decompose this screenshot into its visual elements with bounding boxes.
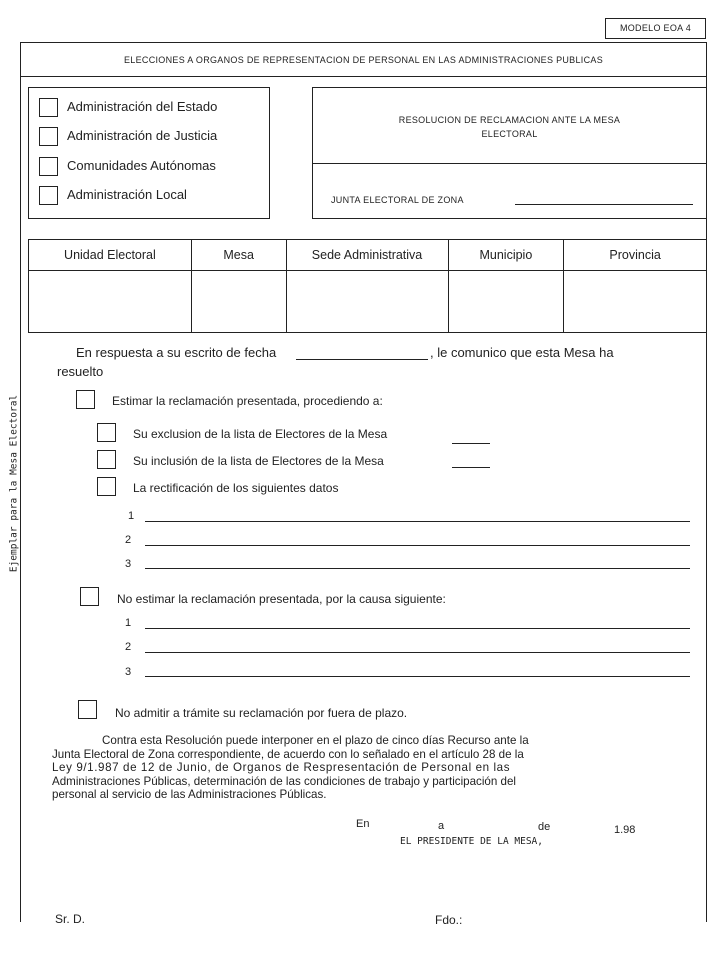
cause-number-1: 1 <box>125 617 132 629</box>
header-mesa: Mesa <box>191 240 286 271</box>
intro-text-1: En respuesta a su escrito de fecha <box>76 345 277 360</box>
cause-number-2: 2 <box>125 641 132 653</box>
de-label: de <box>538 821 551 833</box>
cell-mesa[interactable] <box>191 271 286 333</box>
label-estimar: Estimar la reclamación presentada, procediendo a: <box>112 394 383 408</box>
header-unidad: Unidad Electoral <box>29 240 192 271</box>
form-title: ELECCIONES A ORGANOS DE REPRESENTACION DE PERSONAL EN LAS ADMINISTRACIONES PUBLICAS <box>123 55 603 65</box>
label-rectificacion: La rectificación de los siguientes datos <box>133 481 339 495</box>
checkbox-comunidades[interactable] <box>39 157 58 176</box>
checkbox-no-admitir[interactable] <box>78 700 97 719</box>
title-divider <box>20 76 707 77</box>
label-exclusion: Su exclusion de la lista de Electores de la Mesa <box>133 427 388 441</box>
cause-line-3[interactable] <box>145 676 690 677</box>
junta-label: JUNTA ELECTORAL DE ZONA <box>331 195 464 205</box>
checkbox-rectificacion[interactable] <box>97 477 116 496</box>
resolution-divider <box>312 163 707 164</box>
checkbox-inclusion[interactable] <box>97 450 116 469</box>
line-number-2: 2 <box>125 534 132 546</box>
header-sede: Sede Administrativa <box>286 240 448 271</box>
line-number-3: 3 <box>125 558 132 570</box>
label-no-estimar: No estimar la reclamación presentada, por la causa siguiente: <box>117 592 446 606</box>
side-label: Ejemplar para la Mesa Electoral <box>8 394 20 573</box>
intro-text-3: resuelto <box>57 364 104 379</box>
checkbox-exclusion[interactable] <box>97 423 116 442</box>
legal-line-2: Junta Electoral de Zona correspondiente, de acuerdo con lo señalado en el artículo 28 de la <box>52 747 524 761</box>
checkbox-justicia[interactable] <box>39 127 58 146</box>
model-code: MODELO EOA 4 <box>605 18 706 39</box>
label-justicia: Administración de Justicia <box>67 128 218 143</box>
cell-municipio[interactable] <box>448 271 564 333</box>
rectification-line-2[interactable] <box>145 545 690 546</box>
header-provincia: Provincia <box>564 240 707 271</box>
exclusion-field-line[interactable] <box>452 443 490 444</box>
header-municipio: Municipio <box>448 240 564 271</box>
cell-sede[interactable] <box>286 271 448 333</box>
president-label: EL PRESIDENTE DE LA MESA, <box>400 836 543 847</box>
label-local: Administración Local <box>67 187 187 202</box>
resolution-title-1: RESOLUCION DE RECLAMACION ANTE LA MESA <box>398 115 621 125</box>
legal-line-5: personal al servicio de las Administraciones Públicas. <box>52 788 327 801</box>
checkbox-estado[interactable] <box>39 98 58 117</box>
fecha-field-line[interactable] <box>296 359 428 360</box>
checkbox-estimar[interactable] <box>76 390 95 409</box>
legal-line-1: Contra esta Resolución puede interponer en el plazo de cinco días Recurso ante la <box>102 734 529 747</box>
cause-line-2[interactable] <box>145 652 690 653</box>
junta-field-line[interactable] <box>515 204 693 205</box>
sr-label: Sr. D. <box>55 912 86 926</box>
label-inclusion: Su inclusión de la lista de Electores de la Mesa <box>133 454 384 468</box>
legal-paragraph <box>52 734 698 802</box>
a-label: a <box>438 820 445 832</box>
checkbox-no-estimar[interactable] <box>80 587 99 606</box>
label-comunidades: Comunidades Autónomas <box>67 158 216 173</box>
legal-line-4: Administraciones Públicas, determinación de las condiciones de trabajo y participación del <box>52 774 517 788</box>
year-label: 1.98 <box>614 824 636 836</box>
en-label: En <box>356 818 370 830</box>
legal-line-3: Ley 9/1.987 de 12 de Junio, de Organos de Respresentación de Personal en las <box>52 761 511 774</box>
rectification-line-3[interactable] <box>145 568 690 569</box>
electoral-unit-table <box>28 239 707 333</box>
rectification-line-1[interactable] <box>145 521 690 522</box>
resolution-title-2: ELECTORAL <box>481 129 538 139</box>
intro-text-2: , le comunico que esta Mesa ha <box>430 345 614 360</box>
cell-unidad[interactable] <box>29 271 192 333</box>
inclusion-field-line[interactable] <box>452 467 490 468</box>
checkbox-local[interactable] <box>39 186 58 205</box>
cause-number-3: 3 <box>125 666 132 678</box>
table-row <box>29 271 707 333</box>
label-no-admitir: No admitir a trámite su reclamación por fuera de plazo. <box>115 706 408 720</box>
fdo-label: Fdo.: <box>435 913 463 927</box>
label-estado: Administración del Estado <box>67 99 218 114</box>
cause-line-1[interactable] <box>145 628 690 629</box>
line-number-1: 1 <box>128 510 135 522</box>
cell-provincia[interactable] <box>564 271 707 333</box>
table-header-row <box>29 240 707 271</box>
